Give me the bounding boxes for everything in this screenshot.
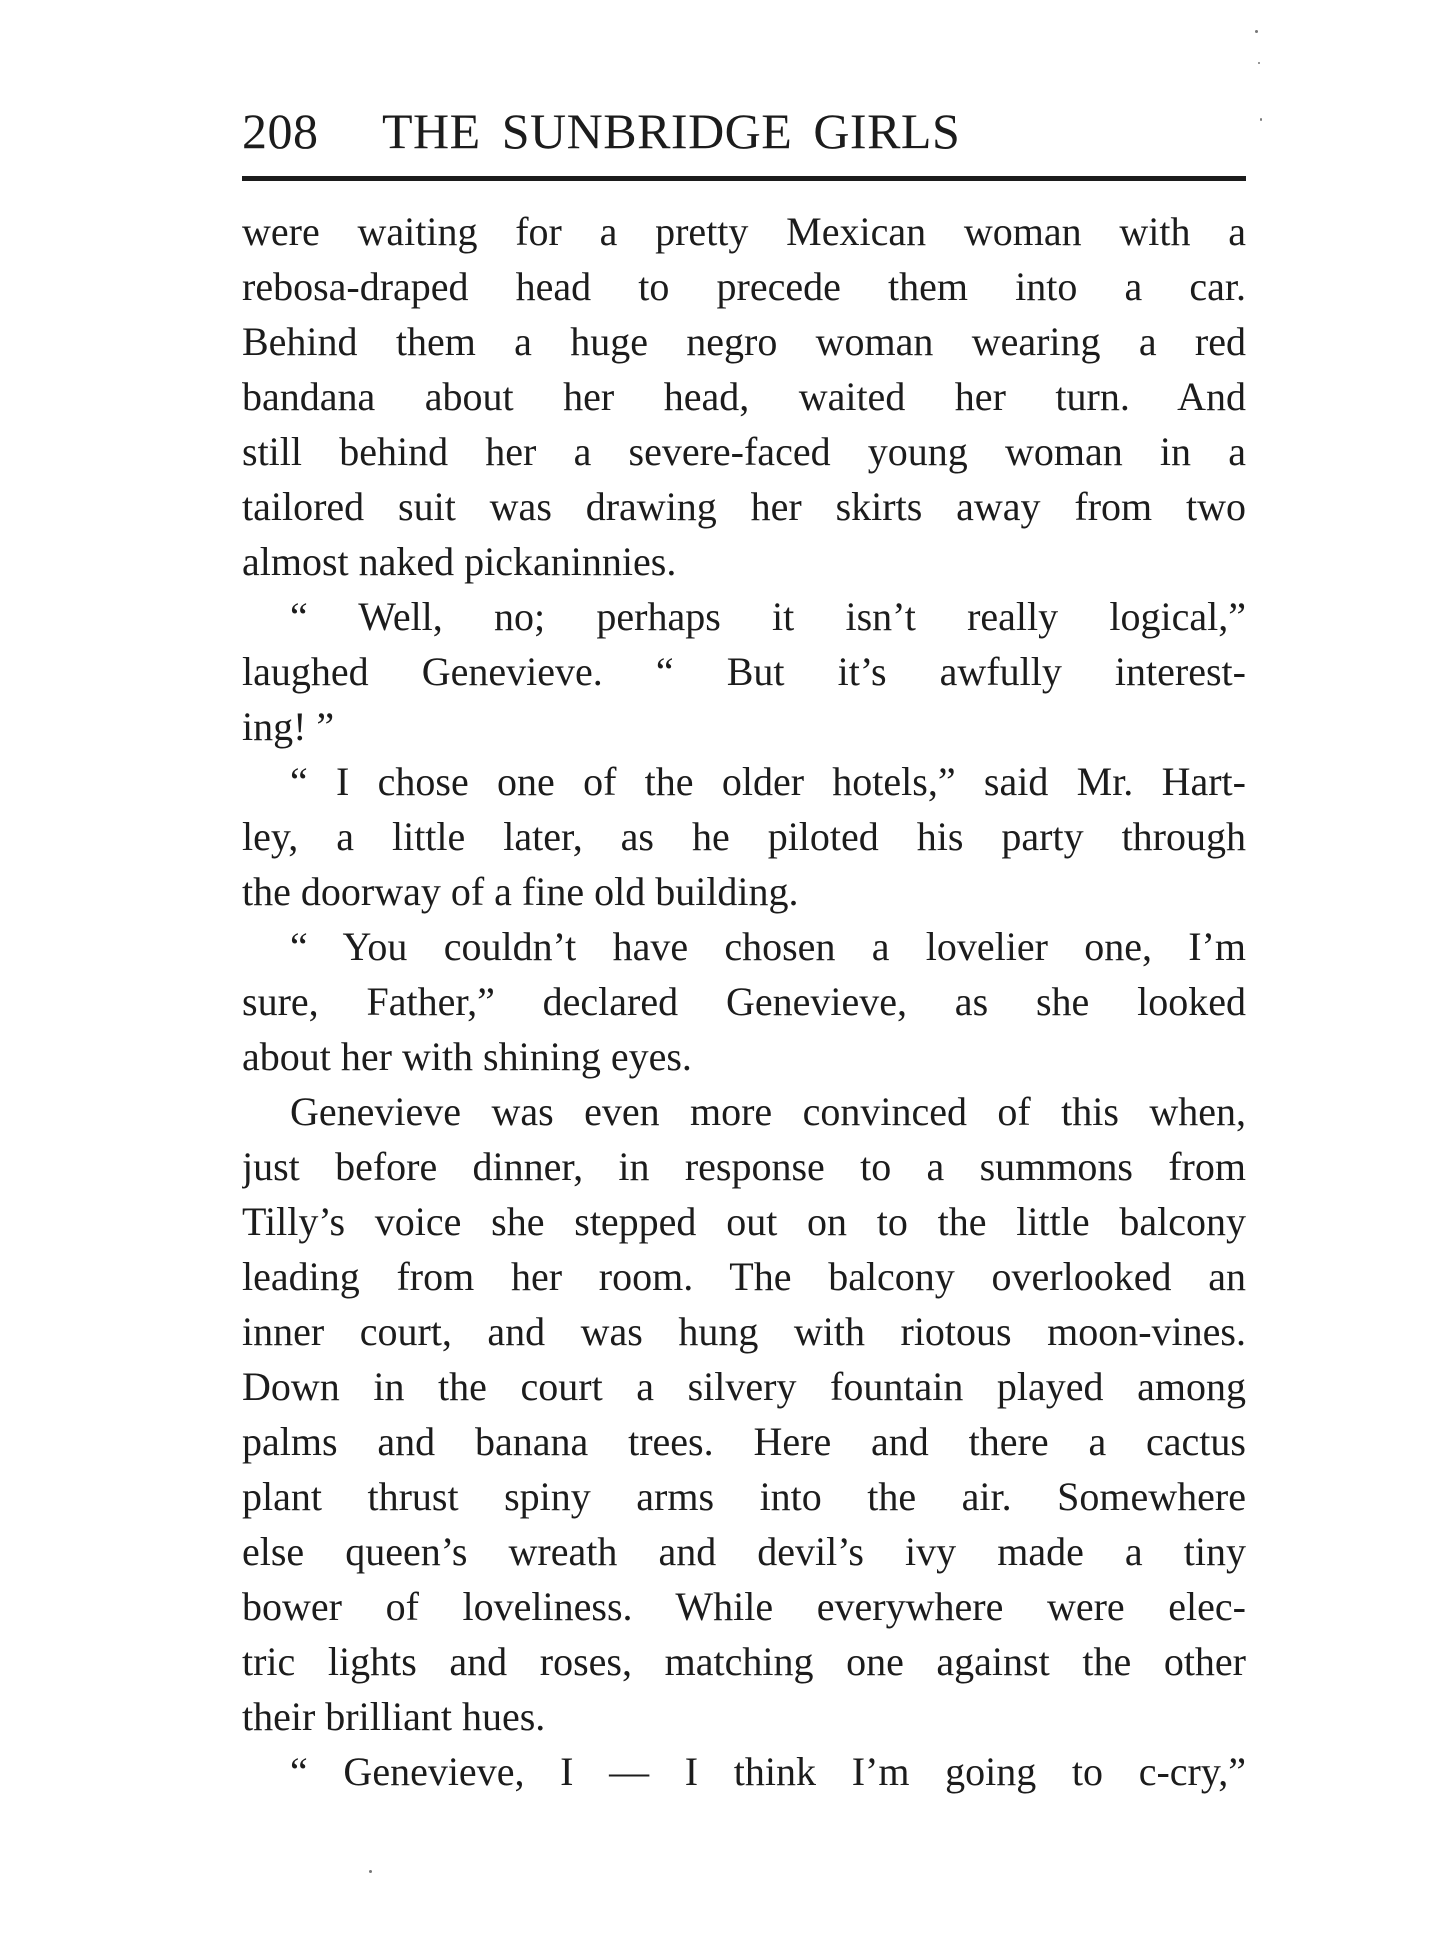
text-line: were waiting for a pretty Mexican woman with a xyxy=(242,209,1246,254)
text-line: ley, a little later, as he piloted his party through xyxy=(242,814,1246,859)
scan-speck xyxy=(1258,62,1260,64)
text-line: tric lights and roses, matching one against the other xyxy=(242,1639,1246,1684)
text-line: their brilliant hues. xyxy=(242,1694,546,1739)
running-title: THE SUNBRIDGE GIRLS xyxy=(382,103,961,159)
header-rule xyxy=(242,176,1246,181)
text-line: leading from her room. The balcony overlooked an xyxy=(242,1254,1246,1299)
scan-speck xyxy=(1255,30,1258,33)
scan-speck xyxy=(1260,118,1262,121)
text-line: laughed Genevieve. “ But it’s awfully interest- xyxy=(242,649,1246,694)
book-page xyxy=(242,96,1246,1794)
text-line: just before dinner, in response to a summons from xyxy=(242,1144,1246,1189)
body-text xyxy=(242,204,1246,1799)
text-line: “ Well, no; perhaps it isn’t really logical,” xyxy=(290,594,1246,639)
page-number: 208 xyxy=(242,103,319,159)
text-line: Behind them a huge negro woman wearing a red xyxy=(242,319,1246,364)
text-line: palms and banana trees. Here and there a cactus xyxy=(242,1419,1246,1464)
text-line: the doorway of a fine old building. xyxy=(242,869,799,914)
text-line: Down in the court a silvery fountain played among xyxy=(242,1364,1246,1409)
text-line: bandana about her head, waited her turn. And xyxy=(242,374,1246,419)
text-line: Tilly’s voice she stepped out on to the little balcony xyxy=(242,1199,1246,1244)
text-line: plant thrust spiny arms into the air. Somewhere xyxy=(242,1474,1246,1519)
text-line: “ You couldn’t have chosen a lovelier one, I’m xyxy=(290,924,1246,969)
text-line: “ I chose one of the older hotels,” said Mr. Hart- xyxy=(290,759,1246,804)
text-line: inner court, and was hung with riotous moon-vines. xyxy=(242,1309,1246,1354)
text-line: else queen’s wreath and devil’s ivy made a tiny xyxy=(242,1529,1246,1574)
text-line: sure, Father,” declared Genevieve, as she looked xyxy=(242,979,1246,1024)
text-line: still behind her a severe-faced young woman in a xyxy=(242,429,1246,474)
text-line: rebosa-draped head to precede them into a car. xyxy=(242,264,1246,309)
text-line: tailored suit was drawing her skirts away from two xyxy=(242,484,1246,529)
text-line: bower of loveliness. While everywhere were elec- xyxy=(242,1584,1246,1629)
text-line: ing! ” xyxy=(242,704,335,749)
text-line: almost naked pickaninnies. xyxy=(242,539,677,584)
running-head xyxy=(242,96,1246,166)
scan-speck xyxy=(369,1870,372,1873)
text-line: Genevieve was even more convinced of this when, xyxy=(290,1089,1246,1134)
text-line: about her with shining eyes. xyxy=(242,1034,692,1079)
text-line: “ Genevieve, I — I think I’m going to c-cry,” xyxy=(290,1749,1246,1794)
